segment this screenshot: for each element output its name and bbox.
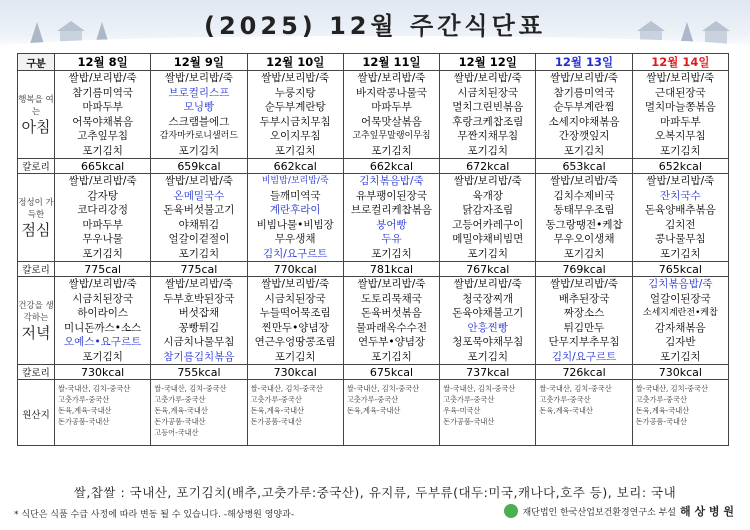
menu-item: 쌀밥/보리밥/죽 xyxy=(453,175,522,187)
menu-item: 모닝빵 xyxy=(183,101,215,113)
menu-item: 연근우엉땅콩조림 xyxy=(254,336,336,348)
menu-table xyxy=(17,53,729,446)
calorie-value: 769kcal xyxy=(536,262,632,277)
menu-item: 무우생채 xyxy=(274,233,316,245)
column-header: 12월 11일 xyxy=(343,54,439,71)
origin-item: 고춧가루-중국산 xyxy=(635,395,687,404)
origin-item: 돈가공품-국내산 xyxy=(58,417,110,426)
hospital-name: 해 상 병 원 xyxy=(680,505,734,518)
menu-item: 붕어빵 xyxy=(376,218,407,231)
meal-label-caption: 행복을 여는 xyxy=(18,94,54,117)
menu-item: 포기김치 xyxy=(274,350,316,363)
menu-item: 하이라이스 xyxy=(77,307,128,319)
menu-item: 쌀밥/보리밥/죽 xyxy=(357,72,426,84)
calorie-row xyxy=(18,365,729,380)
menu-item: 근대된장국 xyxy=(654,86,706,99)
menu-item: 꽁빵튀김 xyxy=(178,321,220,334)
column-header: 12월 10일 xyxy=(247,54,343,71)
menu-item: 코다리강정 xyxy=(77,204,128,216)
menu-cell xyxy=(247,174,343,262)
lunch-row xyxy=(18,174,729,262)
menu-item: 어묵야채볶음 xyxy=(72,115,134,128)
menu-item: 얼갈이겉절이 xyxy=(168,233,230,245)
menu-item: 김치전 xyxy=(665,218,696,231)
calorie-label: 칼로리 xyxy=(18,262,55,277)
menu-item: 오예스•요구르트 xyxy=(64,336,142,348)
origin-item: 돈육,계육-국내산 xyxy=(154,406,208,415)
meal-label-caption: 정성이 가득한 xyxy=(18,197,54,220)
menu-item: 소세지야채볶음 xyxy=(548,115,620,128)
menu-item: 포기김치 xyxy=(82,144,123,157)
calorie-value: 675kcal xyxy=(343,365,439,380)
menu-item: 포기김치 xyxy=(371,144,412,157)
menu-item: 물파래옥수수전 xyxy=(355,321,427,334)
hospital-subtitle: 재단법인 한국산업보건환경연구소 부설 xyxy=(522,507,676,518)
menu-item: 참기름미역국 xyxy=(72,86,134,99)
menu-item: 닭감자조림 xyxy=(462,204,514,216)
menu-item: 들깨미역국 xyxy=(269,189,321,202)
meal-label-title: 아침 xyxy=(21,117,51,136)
menu-item: 마파두부 xyxy=(371,101,412,113)
menu-cell xyxy=(440,174,536,262)
menu-item: 브로컬리스프 xyxy=(168,86,230,99)
column-header: 12월 9일 xyxy=(151,54,247,71)
menu-item: 쌀밥/보리밥/죽 xyxy=(357,278,426,290)
menu-item: 김치볶음밥/죽 xyxy=(648,278,713,290)
origin-cell xyxy=(151,380,247,446)
column-header: 12월 8일 xyxy=(55,54,151,71)
breakfast-label xyxy=(18,71,55,159)
menu-item: 누들떡어묵조림 xyxy=(259,307,331,319)
menu-item: 야채튀김 xyxy=(178,218,220,231)
menu-item: 포기김치 xyxy=(467,350,509,363)
menu-item: 얼갈이된장국 xyxy=(649,292,711,305)
menu-cell xyxy=(151,174,247,262)
menu-item: 콩나물무침 xyxy=(654,233,706,245)
origin-item: 쌀-국내산, 김치-중국산 xyxy=(154,384,227,393)
origin-item: 쌀-국내산, 김치-중국산 xyxy=(250,384,323,393)
menu-item: 간장깻잎지 xyxy=(558,130,610,142)
menu-item: 김치/요구르트 xyxy=(263,247,328,260)
menu-item: 김자반 xyxy=(665,336,696,348)
menu-item: 배추된장국 xyxy=(558,292,610,305)
menu-item: 쌀밥/보리밥/죽 xyxy=(550,175,619,187)
calorie-value: 726kcal xyxy=(536,365,632,380)
menu-item: 동그랑땡전•케찹 xyxy=(545,218,623,231)
menu-item: 김치수제비국 xyxy=(553,189,615,202)
menu-item: 쌀밥/보리밥/죽 xyxy=(646,175,715,187)
origin-item: 돈가공품-국내산 xyxy=(250,417,302,426)
column-header: 12월 14일 xyxy=(632,54,728,71)
menu-cell xyxy=(632,174,728,262)
menu-item: 쌀밥/보리밥/죽 xyxy=(453,278,522,290)
dinner-row xyxy=(18,277,729,365)
hospital-logo-icon xyxy=(504,504,518,518)
origin-cell xyxy=(247,380,343,446)
menu-cell xyxy=(55,71,151,159)
menu-cell xyxy=(440,277,536,365)
menu-item: 포기김치 xyxy=(467,144,509,157)
menu-item: 감자채볶음 xyxy=(654,321,706,334)
calorie-value: 653kcal xyxy=(536,159,632,174)
menu-note: * 식단은 식품 수급 사정에 따라 변동 될 수 있습니다. -해상병원 영양과- xyxy=(14,510,295,520)
menu-item: 포기김치 xyxy=(274,144,316,157)
lunch-label xyxy=(18,174,55,262)
menu-item: 두유 xyxy=(381,233,402,245)
menu-item: 쌀밥/보리밥/죽 xyxy=(261,278,330,290)
menu-item: 후랑크케찹조림 xyxy=(452,115,524,128)
origin-item: 돈육,계육-국내산 xyxy=(250,406,305,415)
origin-item: 쌀-국내산, 김치-중국산 xyxy=(635,384,708,393)
menu-item: 포기김치 xyxy=(82,350,123,363)
menu-item: 참기름김치볶음 xyxy=(163,350,235,363)
menu-item: 돈육버섯불고기 xyxy=(163,204,235,216)
menu-item: 고추잎무침 xyxy=(77,130,128,142)
menu-cell xyxy=(536,174,632,262)
origin-cell xyxy=(440,380,536,446)
origin-item: 돈육,계육-국내산 xyxy=(58,406,112,415)
calorie-value: 781kcal xyxy=(343,262,439,277)
calorie-row xyxy=(18,262,729,277)
origin-item: 쌀-국내산, 김치-중국산 xyxy=(443,384,516,393)
menu-item: 비빔나물•비빔장 xyxy=(256,218,334,231)
calorie-value: 737kcal xyxy=(440,365,536,380)
menu-item: 시금치나물무침 xyxy=(163,336,235,348)
column-header: 구분 xyxy=(18,54,55,71)
origin-item: 돈가공품-국내산 xyxy=(443,417,495,426)
menu-item: 도토리묵채국 xyxy=(361,292,422,305)
menu-item: 돈육야채불고기 xyxy=(452,307,524,319)
meal-label-title: 점심 xyxy=(21,220,51,239)
menu-item: 순두부계란탕 xyxy=(264,101,326,113)
menu-cell xyxy=(343,174,439,262)
menu-cell xyxy=(632,277,728,365)
menu-item: 짜장소스 xyxy=(563,307,605,319)
menu-item: 쌀밥/보리밥/죽 xyxy=(68,72,137,84)
menu-item: 쌀밥/보리밥/죽 xyxy=(550,72,619,84)
menu-item: 포기김치 xyxy=(467,247,509,260)
calorie-value: 775cal xyxy=(151,262,247,277)
menu-item: 마파두부 xyxy=(660,115,701,128)
menu-cell xyxy=(632,71,728,159)
menu-cell xyxy=(151,71,247,159)
origin-item: 고춧가루-중국산 xyxy=(58,395,110,404)
calorie-value: 659kcal xyxy=(151,159,247,174)
menu-item: 멸치그린빈볶음 xyxy=(452,101,524,113)
calorie-label: 칼로리 xyxy=(18,159,55,174)
menu-item: 무우나물 xyxy=(82,233,123,245)
dinner-label xyxy=(18,277,55,365)
title-banner xyxy=(0,0,750,50)
calorie-value: 730kcal xyxy=(247,365,343,380)
menu-item: 연두부•양념장 xyxy=(357,336,426,348)
menu-cell xyxy=(55,174,151,262)
menu-item: 쌀밥/보리밥/죽 xyxy=(68,278,137,290)
origin-item: 돈가공품-국내산 xyxy=(635,417,687,426)
origin-item: 고춧가루-중국산 xyxy=(539,395,591,404)
menu-item: 고추잎무말랭이무침 xyxy=(352,131,431,141)
menu-item: 찐만두•양념장 xyxy=(261,321,329,334)
menu-item: 마파두부 xyxy=(82,101,123,113)
menu-cell xyxy=(247,71,343,159)
origin-cell xyxy=(632,380,728,446)
origin-item: 돈가공품-국내산 xyxy=(154,417,206,426)
origin-item: 돈육,계육-국내산 xyxy=(539,406,593,415)
menu-item: 쌀밥/보리밥/죽 xyxy=(453,72,522,84)
breakfast-row xyxy=(18,71,729,159)
menu-item: 고등어카레구이 xyxy=(452,218,524,231)
menu-item: 포기김치 xyxy=(371,350,412,363)
menu-item: 무우오이생채 xyxy=(553,233,615,245)
menu-item: 단무지부추무침 xyxy=(548,336,620,348)
menu-item: 쌀밥/보리밥/죽 xyxy=(68,175,137,187)
menu-item: 포기김치 xyxy=(563,247,605,260)
hospital-signature xyxy=(504,503,734,519)
calorie-value: 662kcal xyxy=(343,159,439,174)
calorie-value: 770kcal xyxy=(247,262,343,277)
menu-item: 어묵맛살볶음 xyxy=(361,115,422,128)
calorie-row xyxy=(18,159,729,174)
menu-item: 쌀밥/보리밥/죽 xyxy=(261,72,330,84)
calorie-value: 765kcal xyxy=(632,262,728,277)
menu-item: 시금치된장국 xyxy=(264,292,326,305)
menu-item: 포기김치 xyxy=(82,247,123,260)
menu-item: 마파두부 xyxy=(82,218,123,231)
menu-cell xyxy=(536,277,632,365)
menu-item: 포기김치 xyxy=(178,247,220,260)
menu-item: 시금치된장국 xyxy=(457,86,519,99)
origin-item: 고춧가루-중국산 xyxy=(346,395,399,404)
menu-cell xyxy=(247,277,343,365)
origin-item: 고등어-국내산 xyxy=(154,428,199,437)
menu-cell xyxy=(343,277,439,365)
menu-item: 두부호박된장국 xyxy=(163,292,235,305)
menu-cell xyxy=(440,71,536,159)
menu-item: 버섯잡채 xyxy=(178,307,220,319)
origin-cell xyxy=(536,380,632,446)
calorie-label: 칼로리 xyxy=(18,365,55,380)
origin-item: 쌀-국내산, 김치-중국산 xyxy=(346,384,420,393)
menu-item: 오이지무침 xyxy=(269,130,321,142)
menu-item: 참기름미역국 xyxy=(553,86,615,99)
calorie-value: 662kcal xyxy=(247,159,343,174)
menu-item: 김치볶음밥/죽 xyxy=(359,175,424,187)
origin-row xyxy=(18,380,729,446)
menu-item: 안흥찐빵 xyxy=(467,321,509,334)
meal-label-caption: 건강을 생각하는 xyxy=(18,300,54,323)
menu-item: 무짠지채무침 xyxy=(457,130,519,142)
origin-footer: 쌀,찹쌀 : 국내산, 포기김치(배추,고춧가루:중국산), 유지류, 두부류(대두:미국,캐나다,호주 등), 보리: 국내 xyxy=(73,485,677,500)
menu-item: 온메밀국수 xyxy=(173,189,225,202)
menu-item: 바지락콩나물국 xyxy=(355,86,427,99)
menu-item: 포기김치 xyxy=(371,247,412,260)
meal-label-title: 저녁 xyxy=(21,323,51,342)
menu-item: 미니돈까스•소스 xyxy=(64,321,142,334)
menu-item: 유부팽이된장국 xyxy=(355,189,427,202)
page-title: (2025) 12월 주간식단표 xyxy=(204,12,546,40)
menu-item: 시금치된장국 xyxy=(72,292,134,305)
menu-cell xyxy=(343,71,439,159)
menu-item: 계란후라이 xyxy=(269,204,321,216)
menu-item: 쌀밥/보리밥/죽 xyxy=(550,278,619,290)
calorie-value: 665kcal xyxy=(55,159,151,174)
menu-cell xyxy=(151,277,247,365)
menu-item: 쌀밥/보리밥/죽 xyxy=(164,72,233,84)
header-row xyxy=(18,54,729,71)
column-header: 12월 13일 xyxy=(536,54,632,71)
menu-cell xyxy=(536,71,632,159)
origin-item: 쌀-국내산, 김치-중국산 xyxy=(58,384,131,393)
menu-item: 돈육버섯볶음 xyxy=(361,307,422,319)
calorie-value: 775cal xyxy=(55,262,151,277)
menu-item: 포기김치 xyxy=(660,247,701,260)
calorie-value: 730kcal xyxy=(55,365,151,380)
calorie-value: 672kcal xyxy=(440,159,536,174)
origin-item: 고춧가루-중국산 xyxy=(443,395,495,404)
calorie-value: 652kcal xyxy=(632,159,728,174)
menu-item: 청포묵야채무침 xyxy=(452,336,524,348)
menu-item: 포기김치 xyxy=(660,144,701,157)
menu-item: 비빔밥/보리밥/죽 xyxy=(261,176,329,186)
menu-item: 누룽지탕 xyxy=(274,86,316,99)
calorie-value: 730kcal xyxy=(632,365,728,380)
origin-cell xyxy=(55,380,151,446)
menu-item: 감자마카로니샐러드 xyxy=(159,131,239,141)
menu-item: 두부시금치무침 xyxy=(259,115,331,128)
origin-cell xyxy=(343,380,439,446)
menu-item: 소세지계란전•케찹 xyxy=(642,308,718,318)
column-header: 12월 12일 xyxy=(440,54,536,71)
calorie-value: 755kcal xyxy=(151,365,247,380)
menu-item: 김치/요구르트 xyxy=(551,350,617,363)
menu-item: 순두부계란찜 xyxy=(553,101,615,113)
menu-item: 쌀밥/보리밥/죽 xyxy=(164,278,233,290)
menu-item: 육개장 xyxy=(472,189,503,202)
menu-item: 오복지무침 xyxy=(654,130,706,142)
menu-item: 포기김치 xyxy=(178,144,220,157)
calorie-value: 767kcal xyxy=(440,262,536,277)
menu-item: 청국장찌개 xyxy=(462,292,514,305)
menu-item: 동태무우조림 xyxy=(553,204,615,216)
origin-item: 고춧가루-중국산 xyxy=(250,395,302,404)
menu-item: 메밀야채비빔면 xyxy=(452,233,524,245)
origin-item: 돈육,계육-국내산 xyxy=(346,406,401,415)
menu-item: 브로컬리케찹볶음 xyxy=(350,204,433,216)
origin-item: 쌀-국내산, 김치-중국산 xyxy=(539,384,612,393)
origin-label: 원산지 xyxy=(18,380,55,446)
menu-item: 쌀밥/보리밥/죽 xyxy=(164,175,233,187)
menu-item: 포기김치 xyxy=(563,144,605,157)
origin-item: 우육-미국산 xyxy=(443,406,481,415)
menu-item: 돈육양배추볶음 xyxy=(644,204,716,216)
menu-item: 튀김만두 xyxy=(563,321,605,334)
menu-cell xyxy=(55,277,151,365)
menu-item: 잔치국수 xyxy=(660,189,701,202)
menu-item: 포기김치 xyxy=(660,350,701,363)
origin-item: 고춧가루-중국산 xyxy=(154,395,206,404)
menu-item: 멸치마늘쫑볶음 xyxy=(644,101,716,113)
menu-item: 스크램블에그 xyxy=(168,115,230,128)
menu-item: 쌀밥/보리밥/죽 xyxy=(646,72,715,84)
origin-item: 돈육,계육-국내산 xyxy=(635,406,690,415)
menu-item: 감자탕 xyxy=(87,189,118,202)
